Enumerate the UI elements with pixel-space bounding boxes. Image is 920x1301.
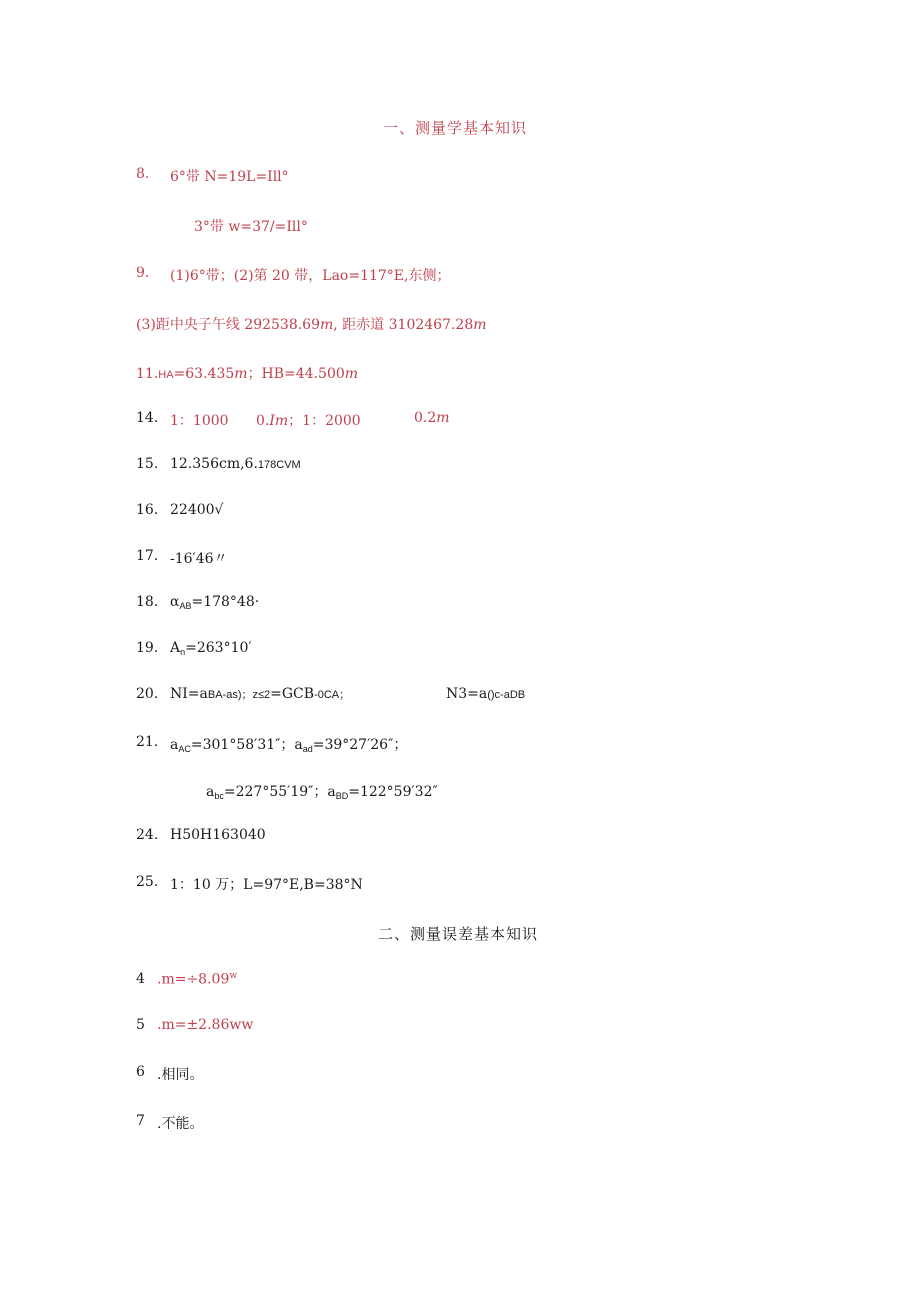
item-14-scale-c: ；1：2000: [288, 413, 361, 429]
item-8-number: 8.: [136, 166, 150, 182]
item-14-scale-a: 1：1000: [170, 413, 229, 429]
item-s2-4-sup: w: [229, 971, 238, 981]
item-15-small: 178CVM: [257, 459, 301, 471]
item-9b-unit-b: m: [473, 317, 487, 333]
item-14-number: 14.: [136, 410, 159, 426]
item-s2-4-main: .m=÷8.09: [157, 971, 230, 988]
item-21-a-value: =301°58′31″；a: [190, 737, 303, 753]
item-25-text: 1：10 万；L=97°E,B=38°N: [170, 877, 363, 893]
item-15-main: 12.356cm,6.: [170, 456, 258, 472]
item-11-ha-unit: m: [234, 366, 248, 382]
item-14-d-num: 0.2: [414, 410, 437, 426]
item-19-sub: n: [180, 647, 186, 657]
item-18-alpha: α: [170, 594, 180, 610]
item-14-b-unit: Im: [269, 413, 289, 429]
item-21b-a-sub: bc: [214, 791, 224, 801]
item-11: [136, 363, 358, 383]
item-19-a: A: [170, 640, 181, 656]
item-9-text: (1)6°带；(2)第 20 带，Lao=117°E,东侧；: [170, 268, 451, 284]
item-20-n3: [446, 686, 525, 702]
item-14-value-b: [256, 410, 361, 430]
item-11-ha-value: =63.435: [173, 366, 235, 382]
item-18-text: [170, 594, 259, 611]
item-20-n3-small: ()c-aDB: [487, 689, 526, 701]
item-24-text: H50H163040: [170, 827, 266, 843]
item-8-text: 6°带 N=19L=Ill°: [170, 169, 289, 185]
item-16-number: 16.: [136, 502, 159, 518]
item-s2-7-text: .不能。: [157, 1116, 204, 1132]
item-s2-6-text: .相同。: [157, 1067, 204, 1083]
item-21b-a: a: [206, 784, 215, 800]
item-21b-a-value: =227°55′19″；a: [223, 784, 336, 800]
item-21-b-sub: ad: [302, 744, 313, 754]
item-25-number: 25.: [136, 874, 159, 890]
item-18-value: =178°48·: [191, 594, 260, 610]
item-20-n3-main: N3=a: [446, 686, 488, 702]
item-s2-6-number: 6: [136, 1064, 145, 1080]
item-20-number: 20.: [136, 686, 159, 702]
item-17-number: 17.: [136, 548, 159, 564]
item-19-text: [170, 640, 252, 657]
item-9b-part-b: , 距赤道 3102467.28: [333, 317, 474, 333]
item-s2-5-number: 5: [136, 1017, 145, 1033]
item-20-n2-small: -0CA；: [314, 689, 351, 701]
item-8b-text: 3°带 w=37/=Ill°: [194, 219, 308, 235]
item-18-number: 18.: [136, 594, 159, 610]
item-16-text: 22400√: [170, 502, 224, 518]
item-11-hb: ；HB=44.500: [247, 366, 345, 382]
section-title-1: 一、测量学基本知识: [383, 119, 528, 137]
item-s2-7-number: 7: [136, 1113, 145, 1129]
item-20-n1: NI=a: [170, 686, 208, 702]
item-21b-text: [206, 781, 438, 801]
item-14-d-unit: m: [436, 410, 450, 426]
item-9b-unit-a: m: [320, 317, 334, 333]
item-21-a-sub: AC: [178, 744, 191, 754]
item-14-value-d: [414, 410, 450, 426]
item-s2-4-number: 4: [136, 971, 145, 987]
item-17-text: -16′46〃: [170, 551, 228, 567]
item-15-text: [170, 456, 301, 472]
item-19-value: =263°10′: [185, 640, 252, 656]
item-21b-b-value: =122°59′32″: [348, 784, 438, 800]
item-11-number: 11.: [136, 366, 159, 382]
item-21-a: a: [170, 737, 179, 753]
item-18-sub: AB: [179, 601, 192, 611]
item-20-text: [170, 686, 350, 702]
item-9b-text: [136, 314, 487, 334]
item-15-number: 15.: [136, 456, 159, 472]
item-21-text: [170, 734, 407, 754]
item-11-ha-label: HA: [158, 369, 174, 381]
item-9b-part-a: (3)距中央子午线 292538.69: [136, 317, 320, 333]
item-24-number: 24.: [136, 827, 159, 843]
item-11-hb-unit: m: [344, 366, 359, 382]
item-s2-4-text: [157, 971, 237, 988]
item-20-n1-small: BA-as)；z≤2: [207, 689, 271, 701]
section-title-2: 二、测量误差基本知识: [378, 925, 539, 943]
item-20-n2: =GCB: [270, 686, 315, 702]
item-21-number: 21.: [136, 734, 159, 750]
item-19-number: 19.: [136, 640, 159, 656]
item-14-b-num: 0.: [256, 413, 270, 429]
item-21b-b-sub: BD: [335, 791, 349, 801]
item-s2-5-text: .m=±2.86ww: [157, 1017, 254, 1033]
item-9-number: 9.: [136, 265, 150, 281]
item-21-b-value: =39°27′26″；: [312, 737, 408, 753]
